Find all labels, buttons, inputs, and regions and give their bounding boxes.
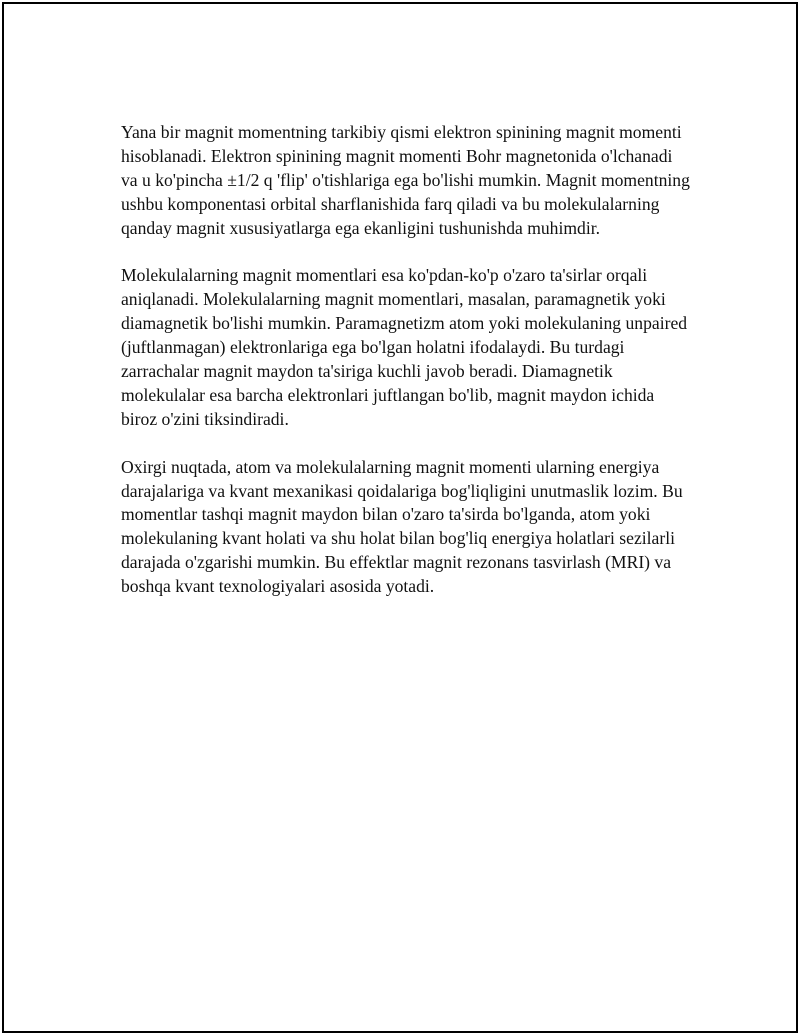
document-body (121, 121, 693, 623)
paragraph-electron-spin: Yana bir magnit momentning tarkibiy qismi elektron spinining magnit momenti hisoblanadi. Elektron spinining magnit momenti Bohr magnetonida o'lchanadi va u ko'pincha ±1/2 q 'flip' o'tishlariga ega bo'lishi mumkin. Magnit momentning ushbu komponentasi orbital sharflanishida farq qiladi va bu molekulalarning qanday magnit xususiyatlarga ega ekanligini tushunishda muhimdir. (121, 122, 690, 238)
paragraph-energy-levels: Oxirgi nuqtada, atom va molekulalarning magnit momenti ularning energiya darajalariga va kvant mexanikasi qoidalariga bog'liqligini unutmaslik lozim. Bu momentlar tashqi magnit maydon bilan o'zaro ta'sirda bo'lganda, atom yoki molekulaning kvant holati va shu holat bilan bog'liq energiya holatlari sezilarli darajada o'zgarishi mumkin. Bu effektlar magnit rezonans tasvirlash (MRI) va boshqa kvant texnologiyalari asosida yotadi. (121, 456, 683, 597)
paragraph-molecular-moments: Molekulalarning magnit momentlari esa ko'pdan-ko'p o'zaro ta'sirlar orqali aniqlanadi. Molekulalarning magnit momentlari, masalan, paramagnetik yoki diamagnetik bo'lishi mumkin. Paramagnetizm atom yoki molekulaning unpaired (juftlanmagan) elektronlariga ega bo'lgan holatni ifodalaydi. Bu turdagi zarrachalar magnit maydon ta'siriga kuchli javob beradi. Diamagnetik molekulalar esa barcha elektronlari juftlangan bo'lib, magnit maydon ichida biroz o'zini tiksindiradi. (121, 265, 688, 429)
document-page (2, 2, 798, 1033)
